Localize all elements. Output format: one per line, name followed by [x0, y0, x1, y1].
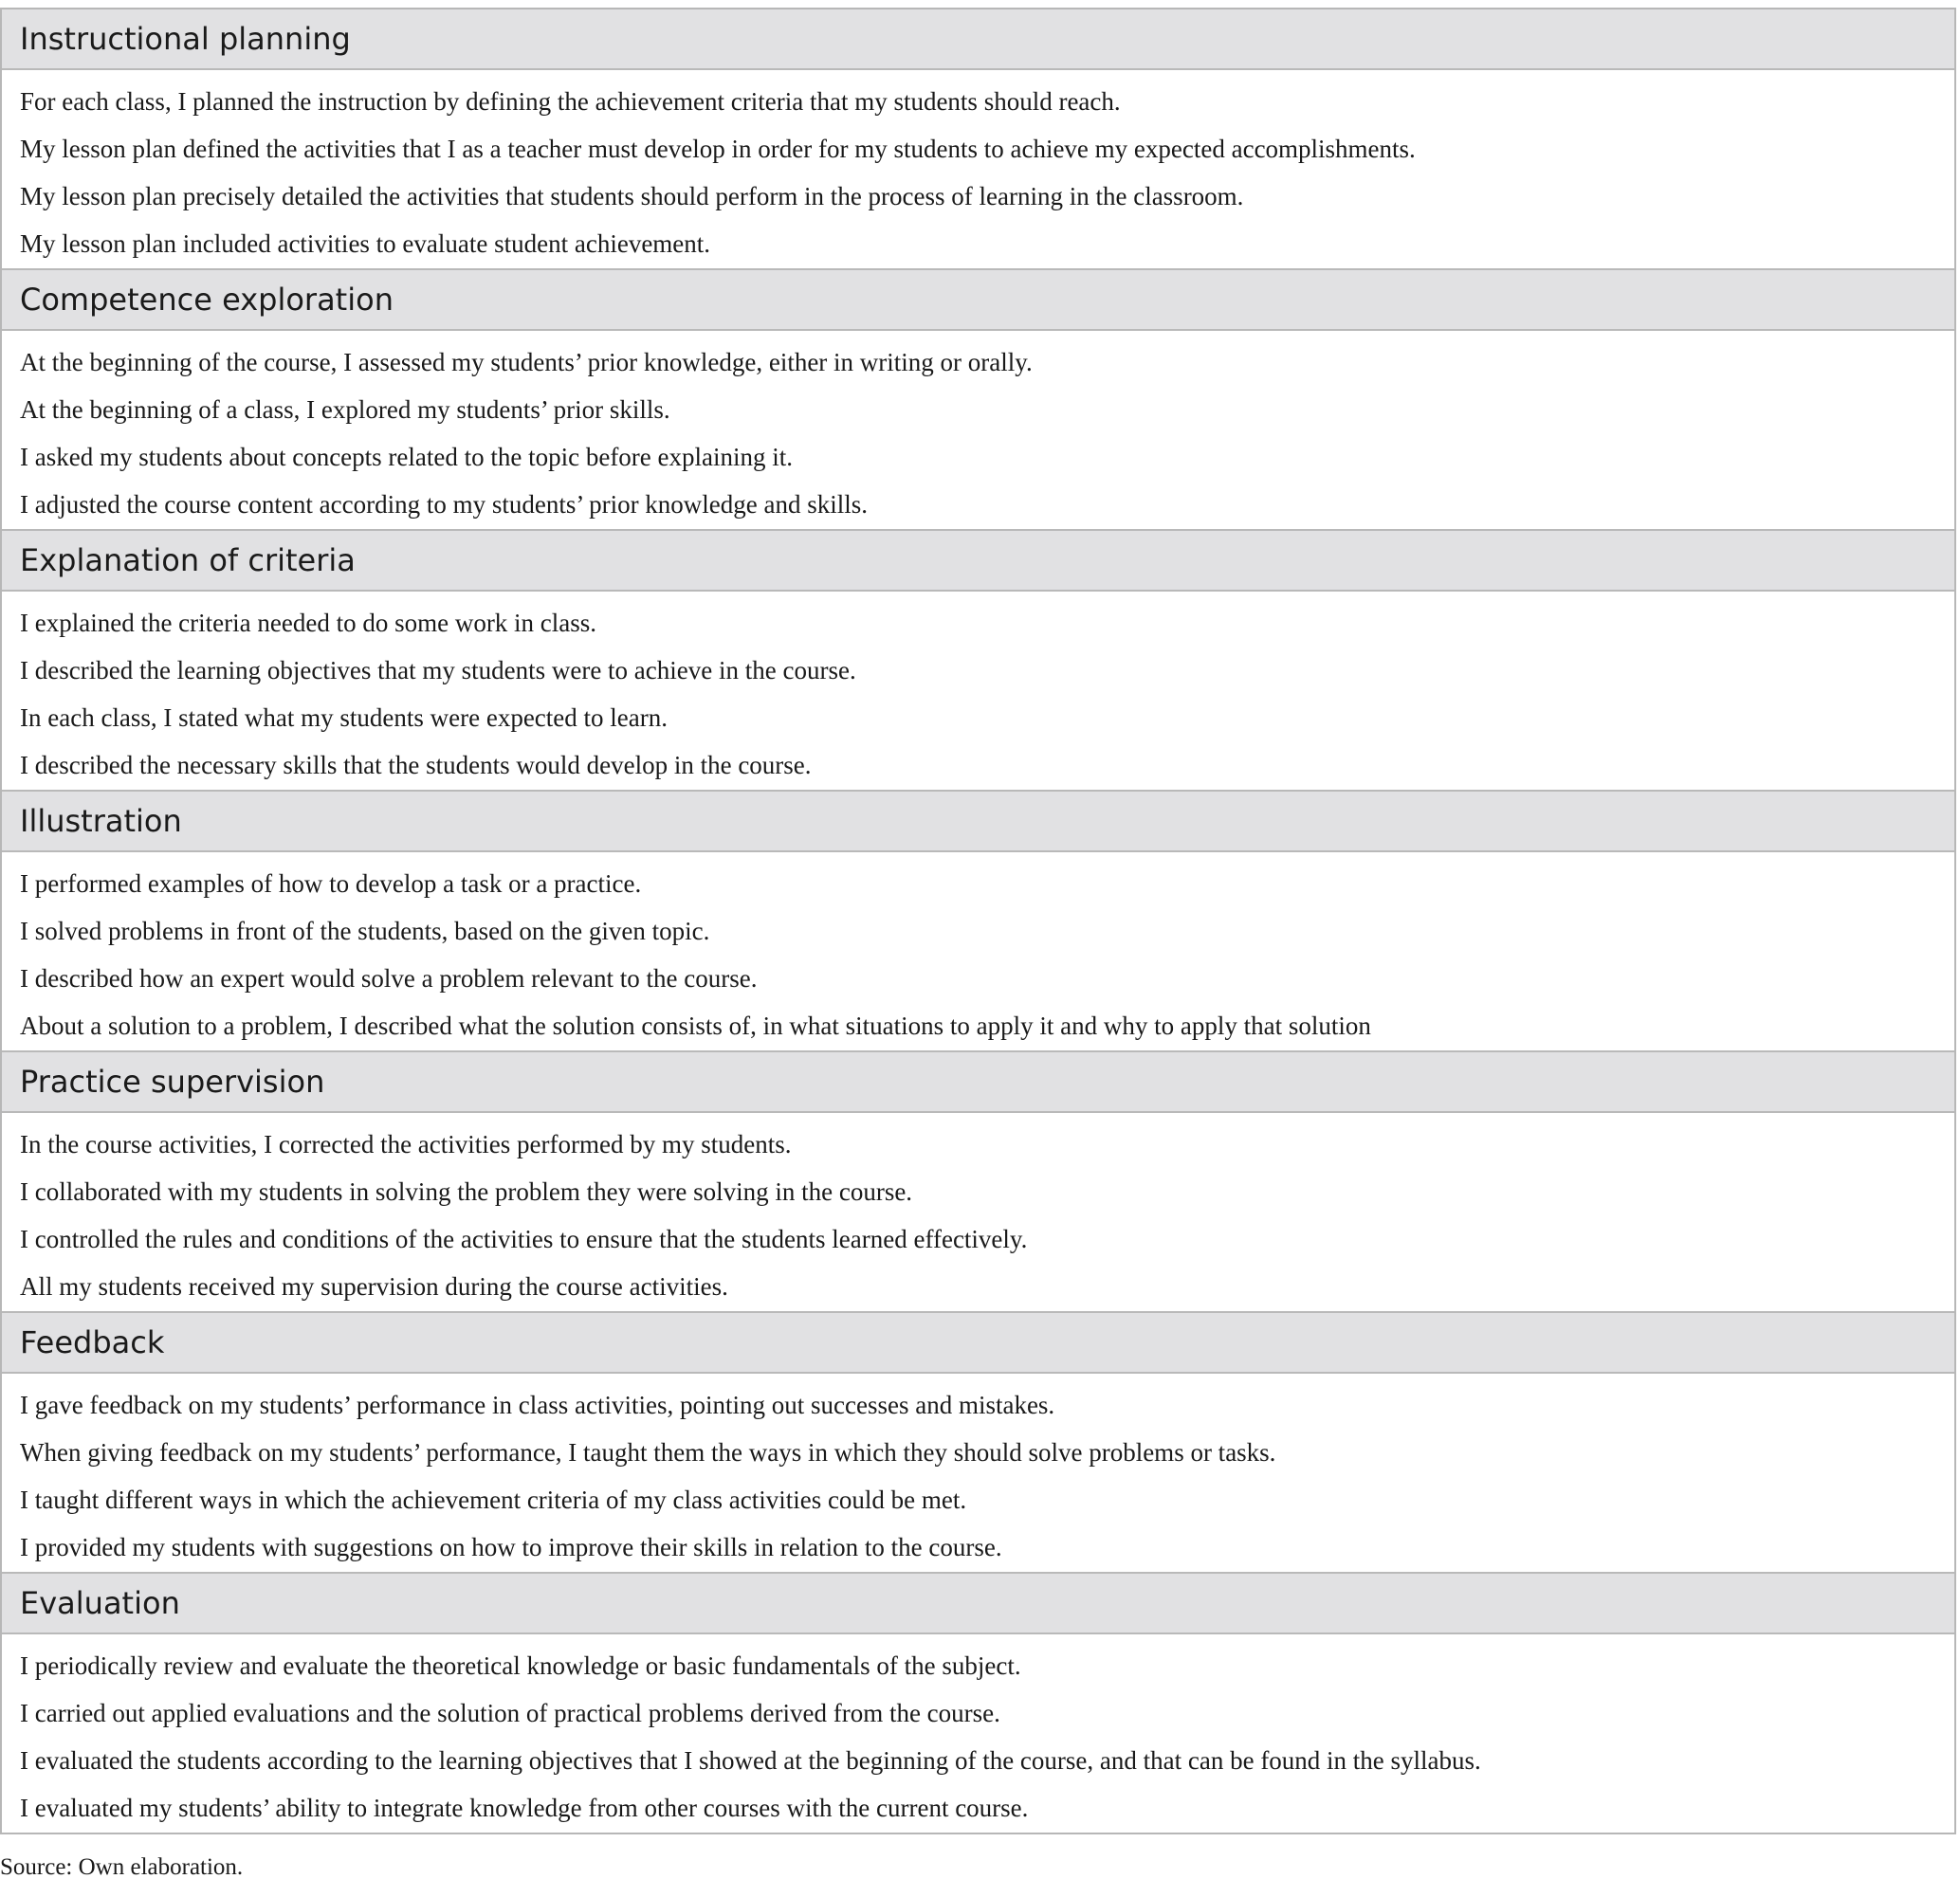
table-row: I adjusted the course content according to my students’ prior knowledge and skills.	[20, 490, 869, 519]
table-row: My lesson plan included activities to evaluate student achievement.	[20, 229, 711, 258]
section-body	[2, 1113, 1954, 1313]
source-note: Source: Own elaboration.	[0, 1854, 244, 1880]
table-row: My lesson plan defined the activities that I as a teacher must develop in order for my students to achieve my expected accomplishments.	[20, 135, 1416, 163]
table-row: I described the learning objectives that my students were to achieve in the course.	[20, 656, 856, 684]
table-row: I evaluated the students according to the learning objectives that I showed at the beginning of the course, and that can be found in the syllabus.	[20, 1746, 1481, 1775]
table-row: I collaborated with my students in solving the problem they were solving in the course.	[20, 1177, 913, 1206]
table-row: I described how an expert would solve a problem relevant to the course.	[20, 964, 758, 993]
table-row: I taught different ways in which the achievement criteria of my class activities could be met.	[20, 1486, 967, 1514]
section-header: Explanation of criteria	[2, 531, 1954, 592]
table-row: When giving feedback on my students’ performance, I taught them the ways in which they should solve problems or tasks.	[20, 1438, 1276, 1467]
section-instructional-planning	[2, 9, 1954, 270]
table-row: In the course activities, I corrected the activities performed by my students.	[20, 1130, 792, 1158]
table-row: I evaluated my students’ ability to integrate knowledge from other courses with the current course.	[20, 1794, 1029, 1822]
section-body	[2, 852, 1954, 1052]
table-row: I asked my students about concepts related to the topic before explaining it.	[20, 443, 794, 471]
section-feedback	[2, 1313, 1954, 1574]
table-row: About a solution to a problem, I described what the solution consists of, in what situations to apply it and why to apply that solution	[20, 1012, 1371, 1040]
section-header: Illustration	[2, 792, 1954, 852]
section-header: Practice supervision	[2, 1052, 1954, 1113]
table-row: In each class, I stated what my students were expected to learn.	[20, 703, 668, 732]
table-row: I provided my students with suggestions on how to improve their skills in relation to the course.	[20, 1533, 1002, 1561]
table-row: At the beginning of a class, I explored my students’ prior skills.	[20, 395, 670, 424]
section-body	[2, 70, 1954, 270]
section-header: Evaluation	[2, 1574, 1954, 1634]
table-row: I gave feedback on my students’ performance in class activities, pointing out successes and mistakes.	[20, 1391, 1055, 1419]
section-evaluation	[2, 1574, 1954, 1833]
section-body	[2, 592, 1954, 792]
table-row: I periodically review and evaluate the theoretical knowledge or basic fundamentals of the subject.	[20, 1651, 1021, 1680]
table-row: I controlled the rules and conditions of the activities to ensure that the students learned effectively.	[20, 1225, 1028, 1253]
table-row: All my students received my supervision during the course activities.	[20, 1272, 728, 1301]
table-row: I explained the criteria needed to do some work in class.	[20, 609, 597, 637]
table-row: I described the necessary skills that the students would develop in the course.	[20, 751, 812, 779]
table-row: I carried out applied evaluations and the solution of practical problems derived from the course.	[20, 1699, 1000, 1727]
table-row: I solved problems in front of the students, based on the given topic.	[20, 917, 710, 945]
section-competence-exploration	[2, 270, 1954, 531]
section-header: Competence exploration	[2, 270, 1954, 331]
section-practice-supervision	[2, 1052, 1954, 1313]
section-body	[2, 1634, 1954, 1833]
section-body	[2, 1374, 1954, 1574]
section-explanation-of-criteria	[2, 531, 1954, 792]
table-row: I performed examples of how to develop a task or a practice.	[20, 869, 642, 898]
table-row: At the beginning of the course, I assessed my students’ prior knowledge, either in writing or orally.	[20, 348, 1033, 376]
section-header: Instructional planning	[2, 9, 1954, 70]
section-body	[2, 331, 1954, 531]
section-illustration	[2, 792, 1954, 1052]
questionnaire-table	[0, 8, 1956, 1834]
section-header: Feedback	[2, 1313, 1954, 1374]
table-row: My lesson plan precisely detailed the activities that students should perform in the process of learning in the classroom.	[20, 182, 1244, 210]
table-row: For each class, I planned the instruction by defining the achievement criteria that my students should reach.	[20, 87, 1121, 116]
